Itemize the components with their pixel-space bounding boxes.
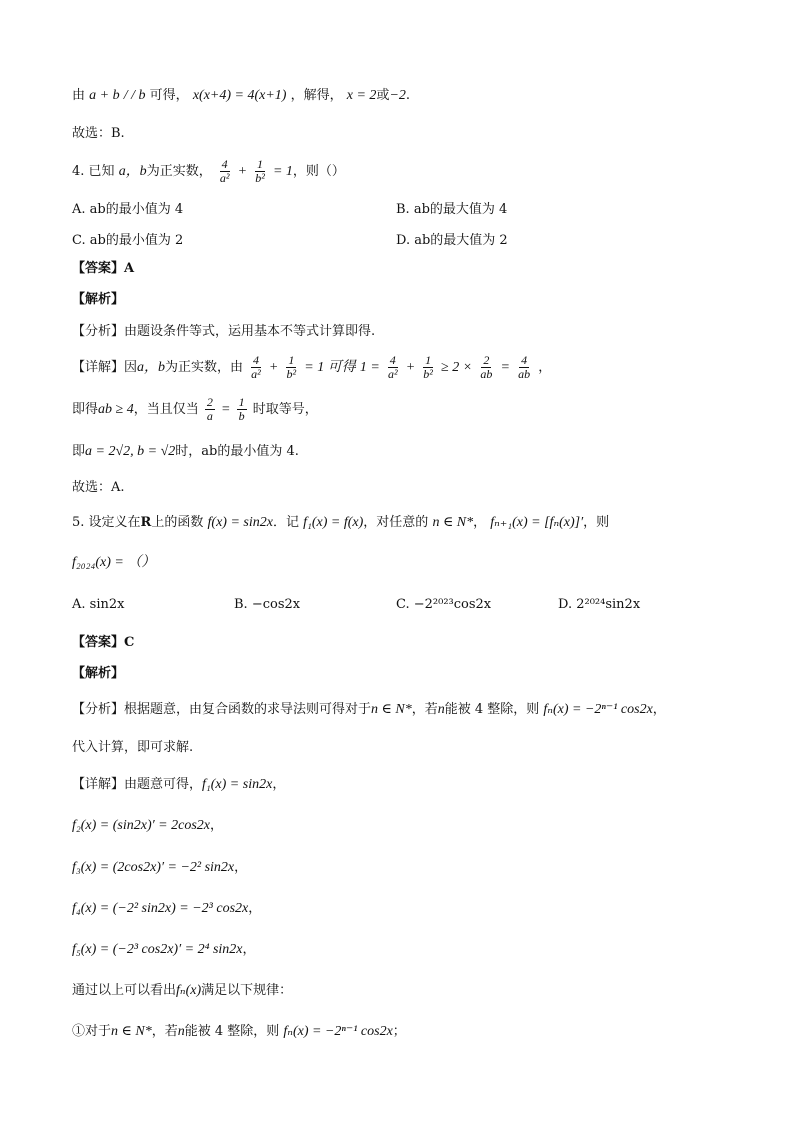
analysis-heading: 【解析】 (72, 292, 125, 307)
option-a: A. ab的最小值为 4 (72, 202, 184, 217)
solution-line-vector: 由 a + b / / b 可得， x(x+4) = 4(x+1) ，解得， x = 2或−2. (72, 88, 411, 103)
equation: x(x+4) = 4(x+1) (192, 88, 287, 103)
derivative-f2: f₂(x) = (sin2x)′ = 2cos2x， (72, 818, 224, 833)
option-a: A. sin2x (72, 597, 125, 612)
analysis-text: 【分析】根据题意，由复合函数的求导法则可得对于n ∈ N*，若n能被 4 整除，则 fₙ(x) = −2ⁿ⁻¹ cos2x， (72, 702, 666, 717)
question-5-stem: 5. 设定义在R上的函数 f(x) = sin2x．记 f₁(x) = f(x)，对任意的 n ∈ N*， fₙ₊₁(x) = [fₙ(x)]′，则 (72, 515, 610, 530)
option-b: B. ab的最大值为 4 (396, 202, 508, 217)
option-c: C. ab的最小值为 2 (72, 233, 184, 248)
rule-line: ①对于n ∈ N*，若n能被 4 整除，则 fₙ(x) = −2ⁿ⁻¹ cos2x； (72, 1024, 406, 1039)
pattern-line: 通过以上可以看出fₙ(x)满足以下规律： (72, 983, 293, 998)
answer-label: 【答案】A (72, 261, 135, 276)
option-b: B. −cos2x (234, 597, 301, 612)
fraction: $\frac{4}{\text{a²}}$ (219, 157, 230, 185)
vector-expression: a + b (89, 88, 120, 103)
choice-line: 故选：A. (72, 480, 125, 495)
option-d: D. 2²⁰²⁴sin2x (558, 597, 641, 612)
choice-line: 故选：B. (72, 126, 125, 141)
analysis-text-2: 代入计算，即可求解. (72, 740, 194, 755)
option-c: C. −2²⁰²³cos2x (396, 597, 492, 612)
question-5-stem-2: f₂₀₂₄(x) = （） (72, 555, 156, 570)
question-4-stem: 4. 已知 a，b为正实数， $\frac{4}{\text{a²}}$ + $\frac{1}{\text{b²}}$ = 1，则（） (72, 157, 345, 185)
detail-line-2: 即得ab ≥ 4，当且仅当 $\frac{2}{a}$ = $\frac{1}{b}$ 时取等号， (72, 395, 318, 423)
fraction: $\frac{1}{\text{b²}}$ (255, 157, 265, 185)
answer-label: 【答案】C (72, 635, 135, 650)
analysis-heading: 【解析】 (72, 666, 125, 681)
analysis-text: 【分析】由题设条件等式，运用基本不等式计算即得. (72, 324, 376, 339)
detail-line: 【详解】由题意可得，f₁(x) = sin2x， (72, 777, 286, 792)
derivative-f3: f₃(x) = (2cos2x)′ = −2² sin2x， (72, 860, 248, 875)
detail-line: 【详解】因a，b为正实数，由 $\frac{4}{\text{a²}}$ + $\frac{1}{\text{b²}}$ = 1 可得 1 = $\frac{4}{\text{a²}}$ + $\frac{1}{\text{b²}}$ ≥ 2 × $\frac{2}{ab}$ = $\frac{4}{ab}$ ， (72, 353, 552, 381)
derivative-f4: f₄(x) = (−2² sin2x) = −2³ cos2x， (72, 901, 262, 916)
detail-line-3: 即a = 2√2, b = √2时，ab的最小值为 4. (72, 444, 299, 459)
derivative-f5: f₅(x) = (−2³ cos2x)′ = 2⁴ sin2x， (72, 942, 256, 957)
option-d: D. ab的最大值为 2 (396, 233, 508, 248)
